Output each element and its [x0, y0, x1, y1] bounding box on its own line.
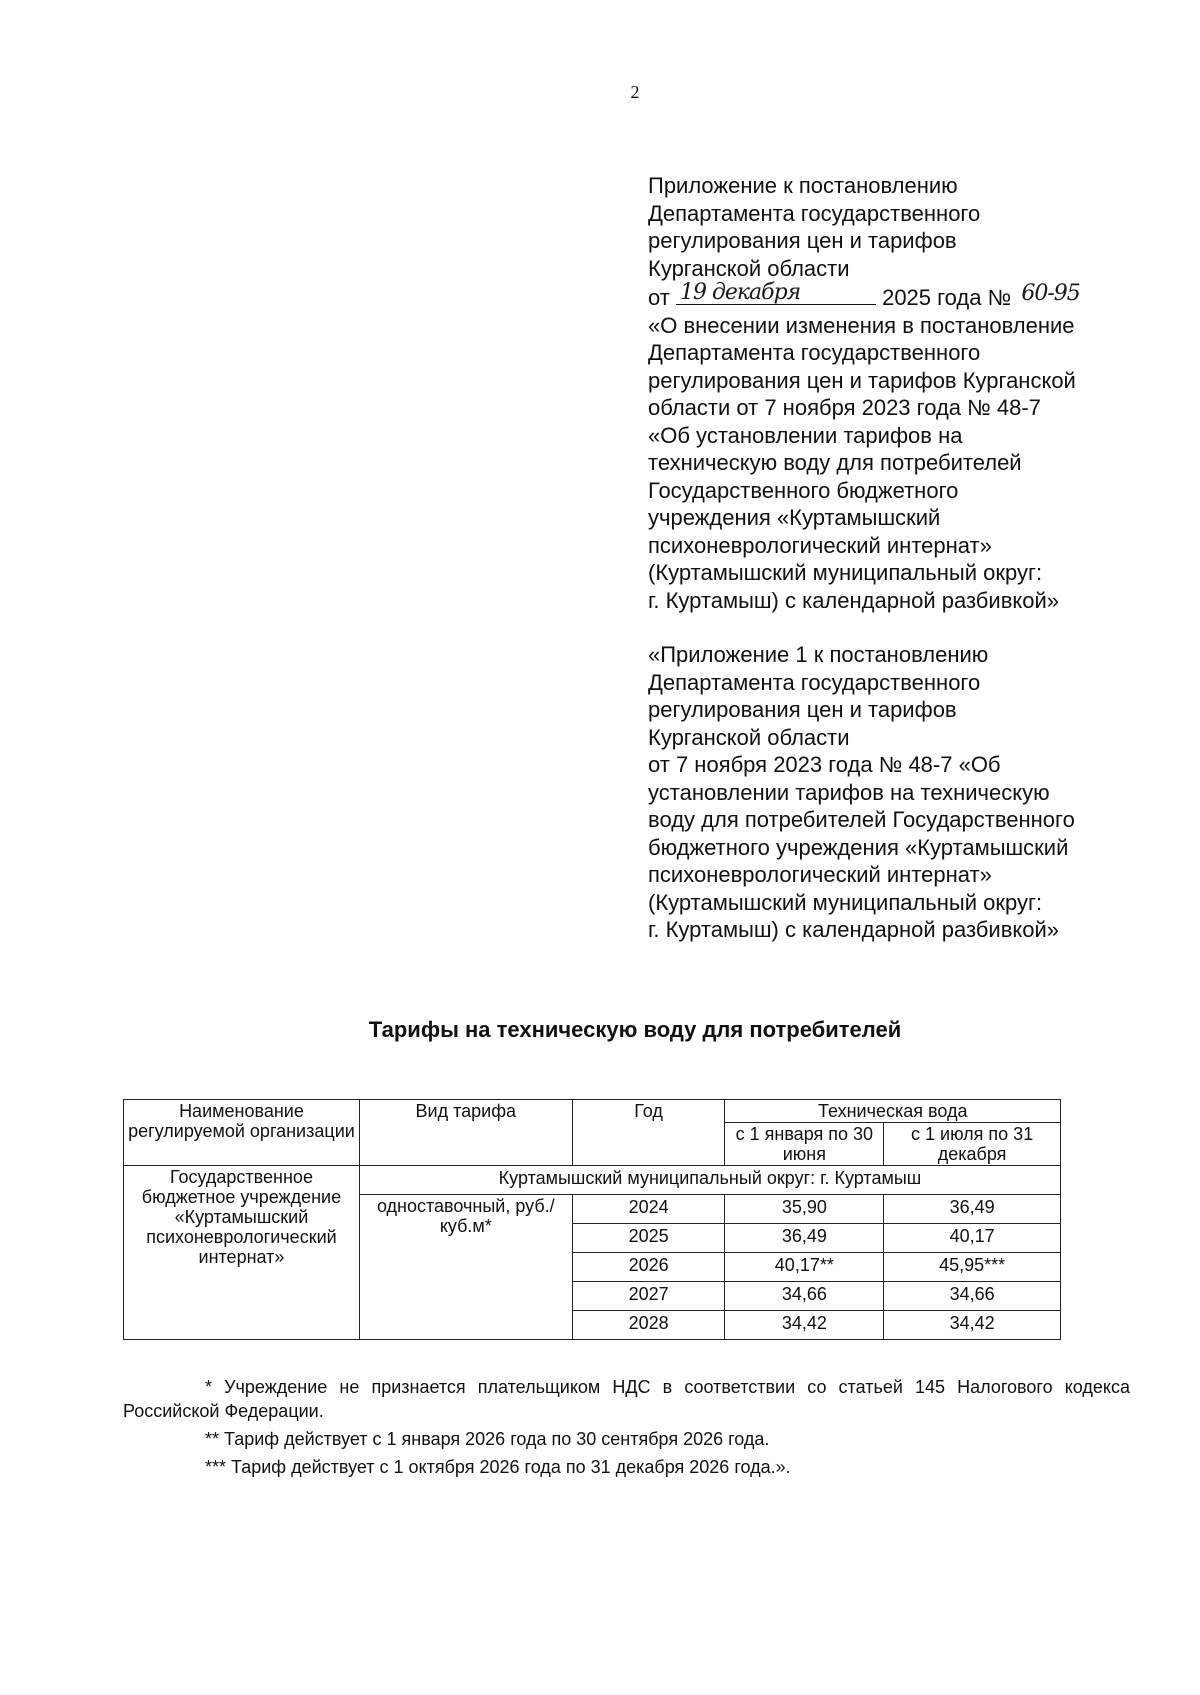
appendix-line: Курганской области — [648, 255, 850, 281]
header-period-1: с 1 января по 30 июня — [725, 1123, 884, 1166]
year-cell: 2024 — [572, 1195, 725, 1224]
appendix-line: Государственного бюджетного — [648, 477, 959, 503]
header-period-2: с 1 июля по 31 декабря — [884, 1123, 1061, 1166]
appendix-line: области от 7 ноября 2023 года № 48-7 — [648, 395, 1041, 420]
year-cell: 2025 — [572, 1224, 725, 1253]
tariff-value-cell: 36,49 — [884, 1195, 1061, 1224]
tariff-value-cell: 40,17** — [725, 1253, 884, 1282]
year-cell: 2026 — [572, 1253, 725, 1282]
date-year: 2025 года № — [882, 285, 1012, 310]
appendix-line: «Об установлении тарифов на — [648, 422, 963, 448]
year-cell: 2028 — [572, 1311, 725, 1340]
handwritten-date: 19 декабря — [679, 279, 801, 305]
number-blank — [1017, 280, 1099, 306]
tariff-value-cell: 35,90 — [725, 1195, 884, 1224]
header-water: Техническая вода — [725, 1100, 1061, 1123]
tariff-value-cell: 40,17 — [884, 1224, 1061, 1253]
year-cell: 2027 — [572, 1282, 725, 1311]
tariff-value-cell: 36,49 — [725, 1224, 884, 1253]
quoted-appendix-line: установлении тарифов на техническую — [648, 779, 1050, 805]
footnotes — [123, 1375, 1130, 1479]
appendix-line: регулирования цен и тарифов — [648, 228, 957, 253]
appendix-line: Департамента государственного — [648, 200, 981, 226]
quoted-appendix-line: Курганской области — [648, 724, 850, 750]
quoted-appendix-line: воду для потребителей Государственного — [648, 807, 1075, 832]
footnote-period-2: *** Тариф действует с 1 октября 2026 года по 31 декабря 2026 года.». — [205, 1457, 791, 1477]
header-tariff-type: Вид тарифа — [359, 1100, 572, 1166]
tariff-kind-cell: одноставочный, руб./куб.м* — [359, 1195, 572, 1340]
appendix-line: учреждения «Куртамышский — [648, 505, 941, 530]
tariff-value-cell: 34,42 — [884, 1311, 1061, 1340]
tariff-value-cell: 45,95*** — [884, 1253, 1061, 1282]
quoted-appendix-line: Департамента государственного — [648, 669, 981, 695]
footnote-period-1: ** Тариф действует с 1 января 2026 года по 30 сентября 2026 года. — [205, 1429, 770, 1449]
tariff-value-cell: 34,66 — [725, 1282, 884, 1311]
region-cell: Куртамышский муниципальный округ: г. Куртамыш — [359, 1166, 1060, 1195]
footnote-vat: * Учреждение не признается плательщиком НДС в соответствии со статьей 145 Налогового кодекса Российской Федерации. — [123, 1377, 1130, 1421]
tariff-value-cell: 34,42 — [725, 1311, 884, 1340]
table-header-row — [124, 1100, 1061, 1123]
appendix-line: техническую воду для потребителей — [648, 450, 1022, 475]
handwritten-number: 60-95 — [1021, 280, 1080, 306]
quoted-appendix-line: (Куртамышский муниципальный округ: — [648, 889, 1043, 915]
document-title: Тарифы на техническую воду для потребителей — [368, 1017, 902, 1042]
quoted-appendix-line: г. Куртамыш) с календарной разбивкой» — [648, 917, 1060, 942]
appendix-line: регулирования цен и тарифов Курганской — [648, 367, 1076, 393]
appendix-line: Департамента государственного — [648, 340, 981, 365]
appendix-line: Приложение к постановлению — [648, 173, 958, 198]
quoted-appendix-line: «Приложение 1 к постановлению — [648, 642, 989, 667]
tariff-table — [123, 1099, 1061, 1340]
quoted-appendix-line: от 7 ноября 2023 года № 48-7 «Об — [648, 752, 1001, 777]
date-blank — [676, 279, 876, 305]
appendix-header — [648, 172, 1128, 944]
quoted-appendix-line: бюджетного учреждения «Куртамышский — [648, 834, 1069, 860]
table-row — [124, 1166, 1061, 1195]
appendix-line: психоневрологический интернат» — [648, 532, 992, 558]
org-name-cell: Государственное бюджетное учреждение «Куртамышский психоневрологический интернат» — [124, 1166, 360, 1340]
quoted-appendix-line: психоневрологический интернат» — [648, 862, 992, 887]
tariff-value-cell: 34,66 — [884, 1282, 1061, 1311]
appendix-line: г. Куртамыш) с календарной разбивкой» — [648, 587, 1060, 613]
header-org: Наименование регулируемой организации — [124, 1100, 360, 1166]
quoted-appendix-line: регулирования цен и тарифов — [648, 697, 957, 722]
appendix-line: «О внесении изменения в постановление — [648, 312, 1075, 338]
page-number: 2 — [630, 82, 640, 102]
header-year: Год — [572, 1100, 725, 1166]
date-prefix: от — [648, 285, 670, 310]
appendix-date-line — [648, 279, 1128, 312]
appendix-line: (Куртамышский муниципальный округ: — [648, 560, 1043, 585]
